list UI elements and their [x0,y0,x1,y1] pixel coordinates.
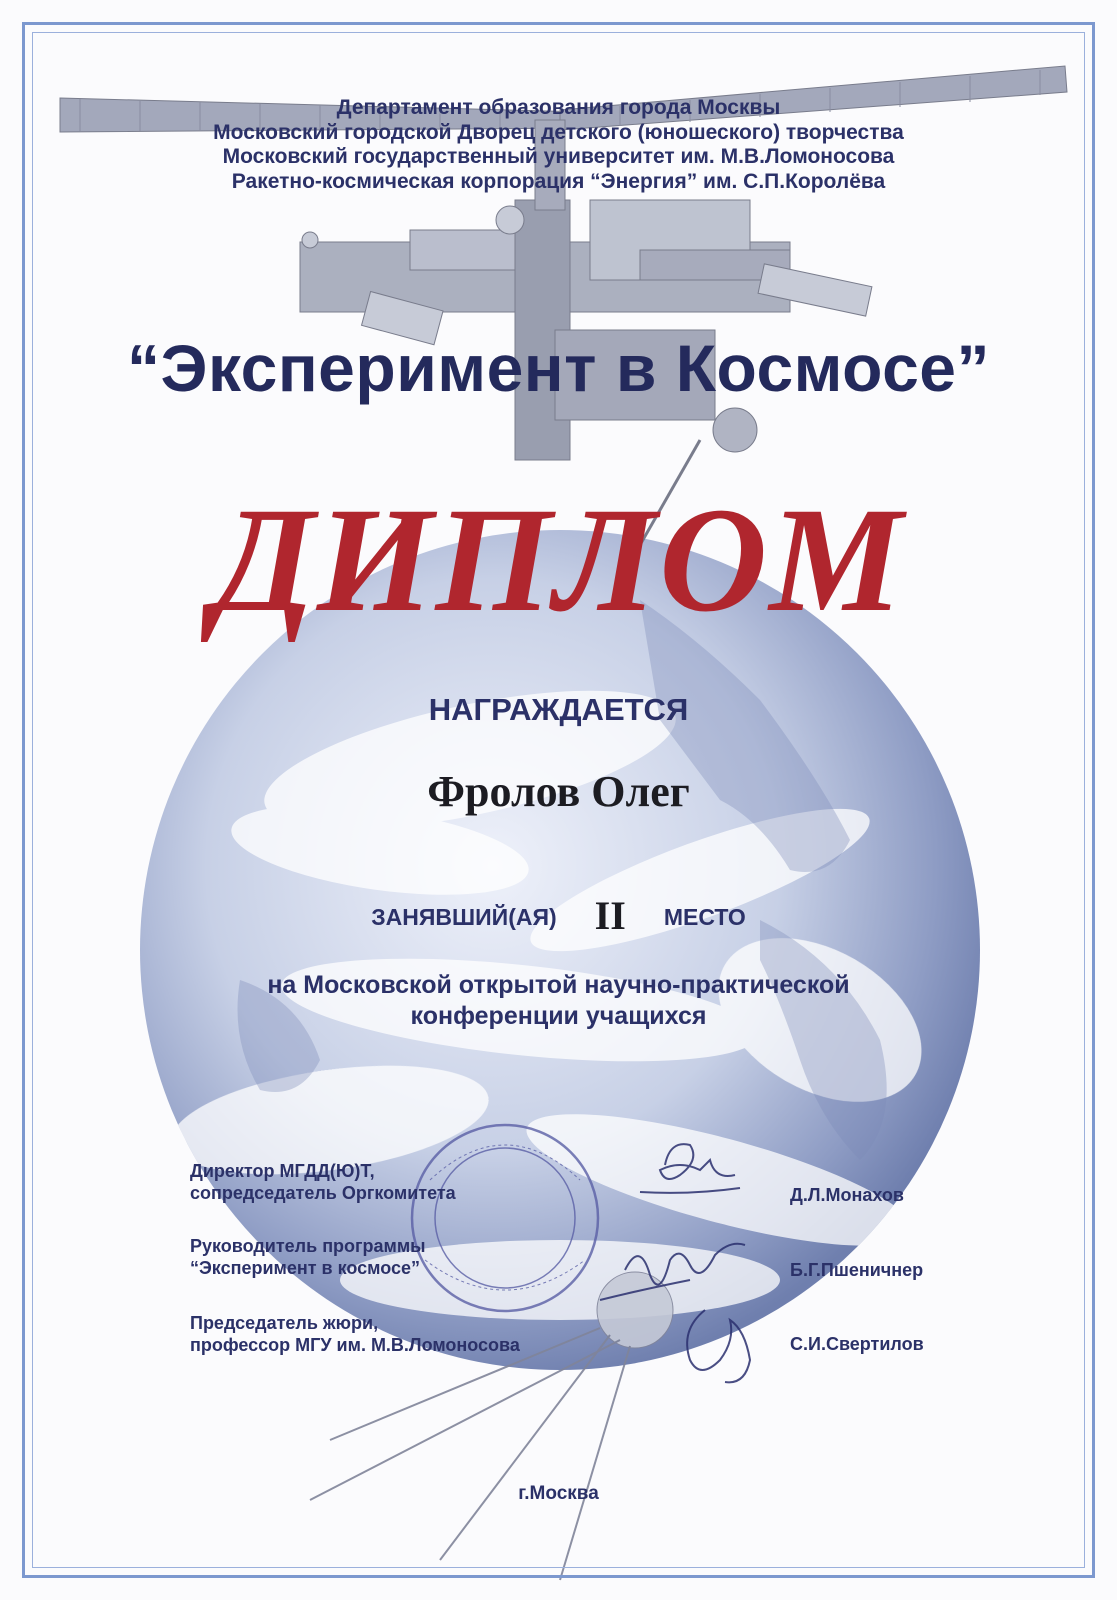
signatory-title-line: Директор МГДД(Ю)Т, [190,1161,375,1181]
signatory-title-line: Руководитель программы [190,1236,426,1256]
awardee-name: Фролов Олег [427,767,690,816]
city-label: г.Москва [518,1483,599,1504]
place-suffix: МЕСТО [663,904,746,930]
event-title: “Эксперимент в Космосе” [127,331,990,405]
diploma-heading: ДИПЛОМ [212,477,905,643]
place-prefix: ЗАНЯВШИЙ(АЯ) [371,904,557,930]
place-line [0,888,1117,938]
signatory-name-program-head: Б.Г.Пшеничнер [790,1260,924,1280]
conference-line: конференции учащихся [410,1002,707,1030]
organization-line: Департамент образования города Москвы [336,96,781,119]
signatory-title-program-head [190,1235,426,1279]
signatory-title-jury-chair [190,1312,520,1356]
organization-line: Московский государственный университет им. М.В.Ломоносова [222,145,895,168]
signatory-name-jury-chair: С.И.Свертилов [790,1334,924,1354]
signatory-title-line: сопредседатель Оргкомитета [190,1183,456,1203]
signatory-title-line: “Эксперимент в космосе” [190,1258,421,1278]
signatory-title-line: Председатель жюри, [190,1313,379,1333]
organizations-header [0,96,1117,194]
conference-line: на Московской открытой научно-практической [267,971,850,999]
signatory-title-line: профессор МГУ им. М.В.Ломоносова [190,1335,520,1355]
signatory-name-director: Д.Л.Монахов [790,1185,904,1205]
conference-description [0,970,1117,1032]
organization-line: Московский городской Дворец детского (юношеского) творчества [213,120,904,144]
awarded-label: НАГРАЖДАЕТСЯ [428,692,689,727]
place-number: II [594,893,626,938]
signatory-title-director [190,1160,456,1204]
organization-line: Ракетно-космическая корпорация “Энергия” им. С.П.Королёва [231,169,886,193]
